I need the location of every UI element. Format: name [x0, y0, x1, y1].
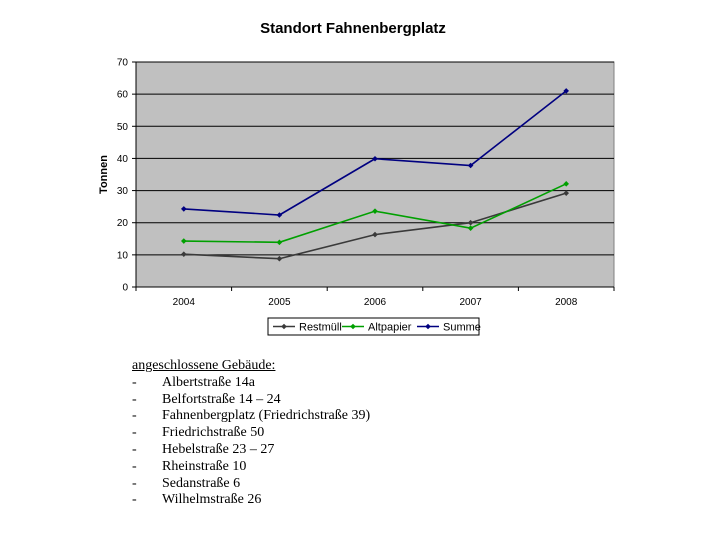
- list-bullet: -: [132, 391, 137, 407]
- plot-area: [136, 62, 614, 287]
- y-tick-label: 10: [116, 250, 128, 262]
- building-list-item: [132, 476, 552, 493]
- building-list-item: [132, 442, 552, 459]
- building-list-item: [132, 492, 552, 509]
- y-axis-label: Tonnen: [98, 155, 110, 194]
- x-tick-label: 2008: [555, 297, 578, 308]
- y-tick-label: 30: [116, 186, 128, 198]
- connected-buildings-list: [132, 358, 552, 509]
- building-name: Hebelstraße 23 – 27: [162, 441, 275, 457]
- building-name: Sedanstraße 6: [162, 475, 241, 491]
- x-tick-label: 2006: [363, 297, 387, 308]
- list-bullet: -: [132, 425, 137, 441]
- list-bullet: -: [132, 408, 137, 424]
- buildings-heading: angeschlossene Gebäude:: [132, 358, 276, 373]
- y-tick-label: 20: [116, 218, 128, 230]
- building-list-item: [132, 408, 552, 425]
- building-list-item: [132, 425, 552, 442]
- legend-label: Altpapier: [368, 321, 412, 334]
- list-bullet: -: [132, 492, 137, 508]
- x-tick-label: 2007: [459, 297, 482, 308]
- building-name: Wilhelmstraße 26: [162, 492, 262, 508]
- list-bullet: -: [132, 475, 137, 491]
- list-bullet: -: [132, 374, 137, 390]
- building-name: Fahnenbergplatz (Friedrichstraße 39): [162, 408, 371, 424]
- building-list-item: [132, 459, 552, 476]
- y-tick-label: 50: [116, 121, 128, 133]
- legend-label: Restmüll: [299, 321, 342, 334]
- y-tick-label: 0: [122, 282, 128, 294]
- list-bullet: -: [132, 458, 137, 474]
- building-name: Albertstraße 14a: [162, 374, 255, 390]
- y-tick-label: 70: [116, 57, 128, 69]
- x-tick-label: 2004: [172, 297, 195, 308]
- y-tick-label: 40: [116, 153, 128, 165]
- list-bullet: -: [132, 441, 137, 457]
- building-name: Rheinstraße 10: [162, 458, 247, 474]
- legend-label: Summe: [443, 321, 481, 334]
- chart-title: Standort Fahnenbergplatz: [260, 20, 446, 37]
- y-tick-label: 60: [116, 89, 128, 101]
- building-list-item: [132, 375, 552, 392]
- building-name: Belfortstraße 14 – 24: [162, 391, 281, 407]
- building-name: Friedrichstraße 50: [162, 425, 265, 441]
- x-tick-label: 2005: [268, 297, 291, 308]
- buildings-items: [132, 375, 552, 509]
- building-list-item: [132, 392, 552, 409]
